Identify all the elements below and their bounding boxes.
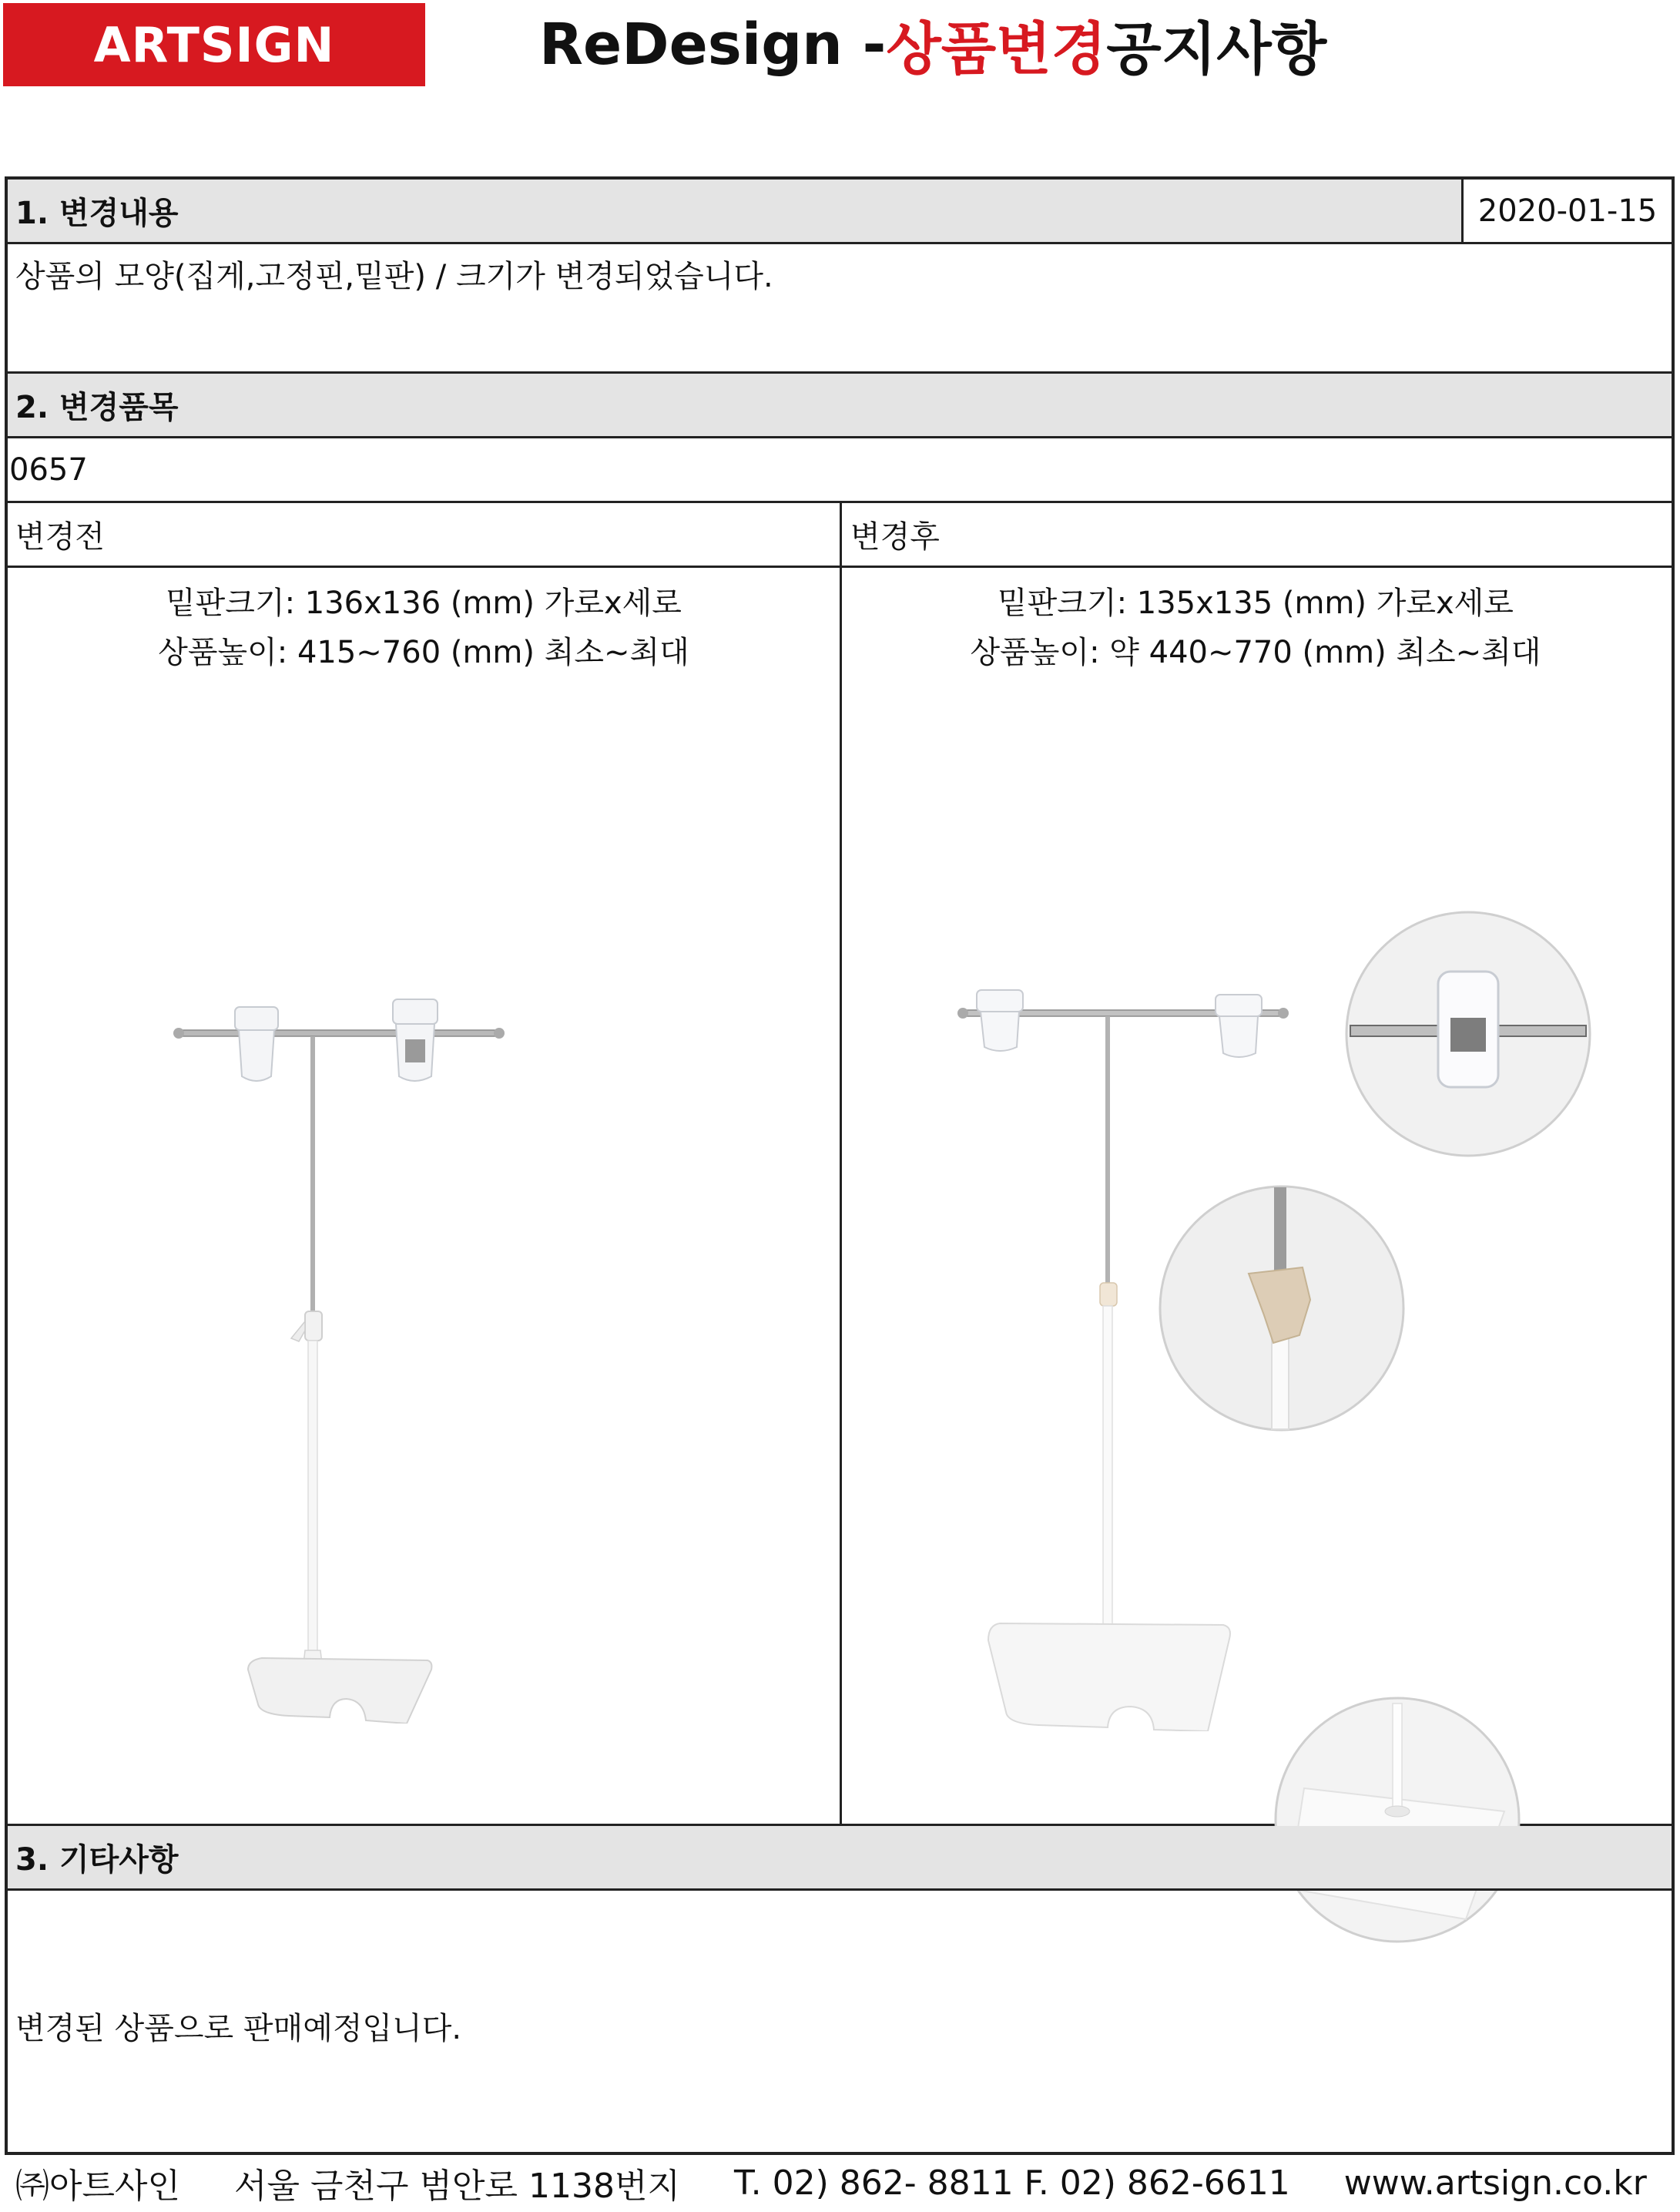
logo-text: ARTSIGN xyxy=(93,16,335,73)
footer-website[interactable]: www.artsign.co.kr xyxy=(1343,2163,1647,2203)
item-code: 0657 xyxy=(9,451,88,488)
before-base-size: 밑판크기: 136x136 (mm) 가로x세로 xyxy=(166,586,682,621)
footer-address: 서울 금천구 범안로 1138번지 xyxy=(234,2167,680,2206)
section3-body: 변경된 상품으로 판매예정입니다. xyxy=(15,2010,462,2046)
notice-sheet xyxy=(5,176,1675,2155)
compare-image-row xyxy=(8,568,1672,1826)
after-base-size: 밑판크기: 135x135 (mm) 가로x세로 xyxy=(998,586,1514,621)
after-left-clip xyxy=(977,990,1023,1051)
section3-body-row xyxy=(8,1891,1672,2153)
title-highlight: 상품변경 xyxy=(886,16,1107,82)
after-height: 상품높이: 약 440~770 (mm) 최소~최대 xyxy=(970,635,1541,670)
before-left-clip xyxy=(235,1007,278,1081)
notice-date: 2020-01-15 xyxy=(1461,180,1672,242)
section1-heading: 1. 변경내용 xyxy=(15,196,179,231)
page-title xyxy=(539,3,1326,86)
before-spec xyxy=(8,579,840,677)
section1-header xyxy=(8,180,1672,244)
title-prefix: ReDesign - xyxy=(539,12,887,78)
item-code-row xyxy=(8,438,1672,503)
footer-phone-fax: T. 02) 862- 8811 F. 02) 862-6611 xyxy=(734,2163,1290,2203)
clip-detail-photo xyxy=(1344,910,1592,1158)
before-height: 상품높이: 415~760 (mm) 최소~최대 xyxy=(158,635,689,670)
section3-header xyxy=(8,1826,1672,1891)
section1-body: 상품의 모양(집게,고정핀,밑판) / 크기가 변경되었습니다. xyxy=(15,259,773,294)
section1-body-row xyxy=(8,244,1672,374)
title-suffix: 공지사항 xyxy=(1106,16,1327,82)
before-stand-photo xyxy=(162,953,516,1724)
artsign-logo xyxy=(3,3,425,86)
section2-heading: 2. 변경품목 xyxy=(15,390,179,425)
section2-header xyxy=(8,374,1672,438)
before-label: 변경전 xyxy=(15,519,105,555)
section3-heading: 3. 기타사항 xyxy=(15,1842,179,1878)
before-right-clip xyxy=(393,999,438,1081)
after-right-clip xyxy=(1216,995,1262,1057)
pin-detail-photo xyxy=(1158,1184,1406,1432)
footer-company: ㈜아트사인 xyxy=(15,2167,181,2206)
footer xyxy=(15,2156,1665,2210)
after-spec xyxy=(840,579,1672,677)
compare-label-row xyxy=(8,503,1672,568)
after-label: 변경후 xyxy=(850,519,940,555)
